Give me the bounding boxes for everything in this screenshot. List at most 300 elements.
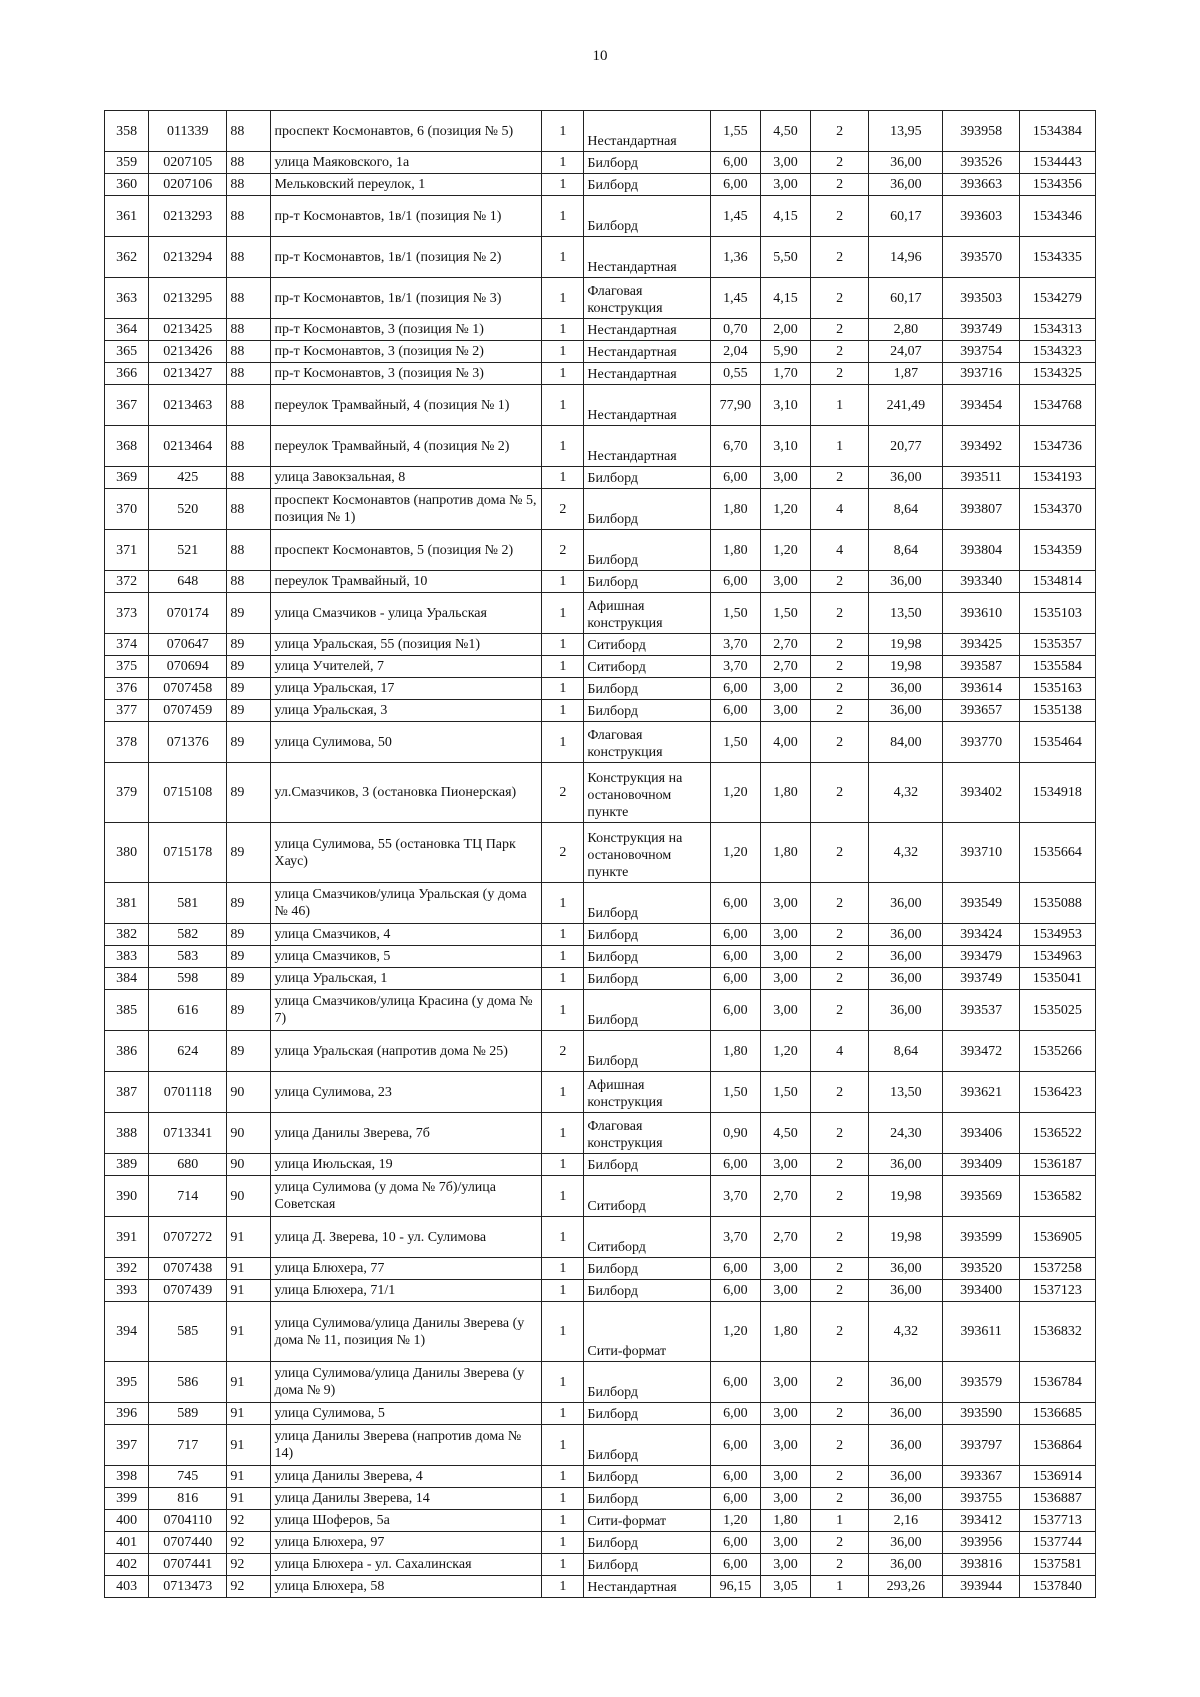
coord-y-cell: 1535266 <box>1019 1031 1095 1072</box>
coord-x-cell: 393424 <box>943 924 1019 946</box>
coord-x-cell: 393754 <box>943 341 1019 363</box>
row-number-cell: 392 <box>105 1258 149 1280</box>
zone-number-cell: 91 <box>227 1425 271 1466</box>
sides-cell: 2 <box>811 1154 869 1176</box>
row-number-cell: 401 <box>105 1532 149 1554</box>
quantity-cell: 1 <box>542 385 584 426</box>
table-row <box>105 1113 1096 1154</box>
coord-y-cell: 1536685 <box>1019 1403 1095 1425</box>
structure-code-cell: 0213294 <box>149 237 227 278</box>
area-cell: 19,98 <box>869 634 943 656</box>
height-cell: 3,00 <box>760 467 810 489</box>
table-row <box>105 1302 1096 1362</box>
coord-y-cell: 1537581 <box>1019 1554 1095 1576</box>
address-cell: улица Завокзальная, 8 <box>271 467 542 489</box>
row-number-cell: 361 <box>105 196 149 237</box>
zone-number-cell: 89 <box>227 1031 271 1072</box>
address-cell: улица Уральская, 55 (позиция №1) <box>271 634 542 656</box>
row-number-cell: 403 <box>105 1576 149 1598</box>
table-row <box>105 700 1096 722</box>
sides-cell: 2 <box>811 237 869 278</box>
table-row <box>105 1176 1096 1217</box>
coord-y-cell: 1536905 <box>1019 1217 1095 1258</box>
address-cell: пр-т Космонавтов, 1в/1 (позиция № 1) <box>271 196 542 237</box>
height-cell: 3,00 <box>760 700 810 722</box>
sides-cell: 2 <box>811 1217 869 1258</box>
area-cell: 36,00 <box>869 924 943 946</box>
height-cell: 2,70 <box>760 1176 810 1217</box>
structure-type-cell: Билборд <box>584 946 710 968</box>
width-cell: 1,20 <box>710 1510 760 1532</box>
table-row <box>105 634 1096 656</box>
quantity-cell: 1 <box>542 1403 584 1425</box>
width-cell: 1,45 <box>710 196 760 237</box>
structure-type-cell: Билборд <box>584 1554 710 1576</box>
address-cell: улица Сулимова/улица Данилы Зверева (у дома № 9) <box>271 1362 542 1403</box>
structure-code-cell: 648 <box>149 571 227 593</box>
coord-y-cell: 1534346 <box>1019 196 1095 237</box>
width-cell: 3,70 <box>710 656 760 678</box>
structure-type-cell: Билборд <box>584 924 710 946</box>
structure-code-cell: 0701118 <box>149 1072 227 1113</box>
quantity-cell: 1 <box>542 319 584 341</box>
row-number-cell: 372 <box>105 571 149 593</box>
zone-number-cell: 89 <box>227 763 271 823</box>
coord-y-cell: 1534325 <box>1019 363 1095 385</box>
area-cell: 24,30 <box>869 1113 943 1154</box>
area-cell: 36,00 <box>869 1466 943 1488</box>
quantity-cell: 1 <box>542 1488 584 1510</box>
area-cell: 36,00 <box>869 1258 943 1280</box>
zone-number-cell: 90 <box>227 1154 271 1176</box>
zone-number-cell: 91 <box>227 1403 271 1425</box>
table-row <box>105 763 1096 823</box>
height-cell: 1,80 <box>760 763 810 823</box>
quantity-cell: 1 <box>542 1113 584 1154</box>
structure-code-cell: 0213295 <box>149 278 227 319</box>
table-row <box>105 385 1096 426</box>
sides-cell: 2 <box>811 571 869 593</box>
sides-cell: 4 <box>811 489 869 530</box>
coord-y-cell: 1534313 <box>1019 319 1095 341</box>
quantity-cell: 1 <box>542 363 584 385</box>
height-cell: 3,00 <box>760 174 810 196</box>
address-cell: пр-т Космонавтов, 1в/1 (позиция № 2) <box>271 237 542 278</box>
zone-number-cell: 88 <box>227 426 271 467</box>
coord-y-cell: 1535163 <box>1019 678 1095 700</box>
row-number-cell: 395 <box>105 1362 149 1403</box>
zone-number-cell: 91 <box>227 1302 271 1362</box>
table-row <box>105 1510 1096 1532</box>
coord-y-cell: 1536864 <box>1019 1425 1095 1466</box>
coord-x-cell: 393520 <box>943 1258 1019 1280</box>
height-cell: 4,50 <box>760 111 810 152</box>
structure-type-cell: Билборд <box>584 1403 710 1425</box>
address-cell: улица Уральская, 17 <box>271 678 542 700</box>
coord-x-cell: 393400 <box>943 1280 1019 1302</box>
height-cell: 3,00 <box>760 1154 810 1176</box>
structure-type-cell: Флаговая конструкция <box>584 1113 710 1154</box>
height-cell: 1,50 <box>760 1072 810 1113</box>
area-cell: 36,00 <box>869 152 943 174</box>
coord-x-cell: 393425 <box>943 634 1019 656</box>
quantity-cell: 1 <box>542 426 584 467</box>
area-cell: 4,32 <box>869 763 943 823</box>
area-cell: 19,98 <box>869 1217 943 1258</box>
sides-cell: 2 <box>811 924 869 946</box>
structure-code-cell: 0707458 <box>149 678 227 700</box>
zone-number-cell: 91 <box>227 1362 271 1403</box>
coord-x-cell: 393611 <box>943 1302 1019 1362</box>
table-row <box>105 1576 1096 1598</box>
quantity-cell: 1 <box>542 111 584 152</box>
coord-y-cell: 1534384 <box>1019 111 1095 152</box>
row-number-cell: 367 <box>105 385 149 426</box>
row-number-cell: 366 <box>105 363 149 385</box>
coord-x-cell: 393472 <box>943 1031 1019 1072</box>
width-cell: 1,80 <box>710 489 760 530</box>
table-row <box>105 1154 1096 1176</box>
coord-y-cell: 1534443 <box>1019 152 1095 174</box>
table-row <box>105 990 1096 1031</box>
area-cell: 36,00 <box>869 1425 943 1466</box>
area-cell: 36,00 <box>869 1362 943 1403</box>
sides-cell: 1 <box>811 1510 869 1532</box>
structure-code-cell: 520 <box>149 489 227 530</box>
height-cell: 5,50 <box>760 237 810 278</box>
structure-type-cell: Афишная конструкция <box>584 1072 710 1113</box>
width-cell: 1,50 <box>710 1072 760 1113</box>
width-cell: 6,00 <box>710 571 760 593</box>
table-row <box>105 1403 1096 1425</box>
table-row <box>105 593 1096 634</box>
coord-y-cell: 1536832 <box>1019 1302 1095 1362</box>
address-cell: улица Смазчиков/улица Уральская (у дома № 46) <box>271 883 542 924</box>
coord-y-cell: 1534953 <box>1019 924 1095 946</box>
coord-x-cell: 393503 <box>943 278 1019 319</box>
width-cell: 6,00 <box>710 1258 760 1280</box>
coord-x-cell: 393804 <box>943 530 1019 571</box>
structure-type-cell: Флаговая конструкция <box>584 278 710 319</box>
area-cell: 13,50 <box>869 1072 943 1113</box>
area-cell: 36,00 <box>869 946 943 968</box>
zone-number-cell: 91 <box>227 1280 271 1302</box>
coord-y-cell: 1534323 <box>1019 341 1095 363</box>
width-cell: 6,00 <box>710 990 760 1031</box>
row-number-cell: 381 <box>105 883 149 924</box>
coord-x-cell: 393610 <box>943 593 1019 634</box>
structure-code-cell: 582 <box>149 924 227 946</box>
width-cell: 6,00 <box>710 678 760 700</box>
height-cell: 3,00 <box>760 883 810 924</box>
area-cell: 2,80 <box>869 319 943 341</box>
coord-y-cell: 1536887 <box>1019 1488 1095 1510</box>
coord-x-cell: 393402 <box>943 763 1019 823</box>
quantity-cell: 1 <box>542 883 584 924</box>
row-number-cell: 369 <box>105 467 149 489</box>
zone-number-cell: 89 <box>227 968 271 990</box>
address-cell: улица Смазчиков, 4 <box>271 924 542 946</box>
sides-cell: 2 <box>811 593 869 634</box>
structure-type-cell: Нестандартная <box>584 426 710 467</box>
zone-number-cell: 88 <box>227 467 271 489</box>
address-cell: улица Д. Зверева, 10 - ул. Сулимова <box>271 1217 542 1258</box>
area-cell: 24,07 <box>869 341 943 363</box>
row-number-cell: 379 <box>105 763 149 823</box>
zone-number-cell: 89 <box>227 700 271 722</box>
structure-code-cell: 011339 <box>149 111 227 152</box>
structure-type-cell: Нестандартная <box>584 363 710 385</box>
address-cell: проспект Космонавтов (напротив дома № 5, позиция № 1) <box>271 489 542 530</box>
structure-code-cell: 0213427 <box>149 363 227 385</box>
table-row <box>105 1258 1096 1280</box>
coord-y-cell: 1537258 <box>1019 1258 1095 1280</box>
row-number-cell: 385 <box>105 990 149 1031</box>
area-cell: 84,00 <box>869 722 943 763</box>
width-cell: 6,00 <box>710 946 760 968</box>
structure-code-cell: 0707441 <box>149 1554 227 1576</box>
quantity-cell: 1 <box>542 1425 584 1466</box>
row-number-cell: 394 <box>105 1302 149 1362</box>
area-cell: 36,00 <box>869 1554 943 1576</box>
structure-code-cell: 070647 <box>149 634 227 656</box>
area-cell: 241,49 <box>869 385 943 426</box>
address-cell: улица Блюхера, 97 <box>271 1532 542 1554</box>
quantity-cell: 1 <box>542 196 584 237</box>
structure-code-cell: 0213463 <box>149 385 227 426</box>
zone-number-cell: 88 <box>227 385 271 426</box>
row-number-cell: 386 <box>105 1031 149 1072</box>
coord-x-cell: 393569 <box>943 1176 1019 1217</box>
zone-number-cell: 89 <box>227 678 271 700</box>
quantity-cell: 1 <box>542 341 584 363</box>
width-cell: 6,00 <box>710 1154 760 1176</box>
zone-number-cell: 91 <box>227 1488 271 1510</box>
structure-type-cell: Конструкция на остановочном пункте <box>584 763 710 823</box>
address-cell: улица Маяковского, 1а <box>271 152 542 174</box>
address-cell: улица Смазчиков - улица Уральская <box>271 593 542 634</box>
area-cell: 13,50 <box>869 593 943 634</box>
height-cell: 3,00 <box>760 571 810 593</box>
row-number-cell: 402 <box>105 1554 149 1576</box>
coord-x-cell: 393797 <box>943 1425 1019 1466</box>
sides-cell: 4 <box>811 1031 869 1072</box>
zone-number-cell: 88 <box>227 363 271 385</box>
address-cell: переулок Трамвайный, 4 (позиция № 2) <box>271 426 542 467</box>
coord-x-cell: 393367 <box>943 1466 1019 1488</box>
structure-type-cell: Нестандартная <box>584 1576 710 1598</box>
coord-x-cell: 393807 <box>943 489 1019 530</box>
structure-code-cell: 585 <box>149 1302 227 1362</box>
quantity-cell: 1 <box>542 152 584 174</box>
structure-type-cell: Билборд <box>584 700 710 722</box>
sides-cell: 2 <box>811 1258 869 1280</box>
zone-number-cell: 89 <box>227 924 271 946</box>
zone-number-cell: 92 <box>227 1510 271 1532</box>
coord-x-cell: 393755 <box>943 1488 1019 1510</box>
coord-x-cell: 393944 <box>943 1576 1019 1598</box>
sides-cell: 2 <box>811 678 869 700</box>
table-row <box>105 571 1096 593</box>
structure-code-cell: 680 <box>149 1154 227 1176</box>
quantity-cell: 2 <box>542 823 584 883</box>
width-cell: 6,00 <box>710 467 760 489</box>
sides-cell: 2 <box>811 883 869 924</box>
area-cell: 36,00 <box>869 1403 943 1425</box>
zone-number-cell: 89 <box>227 722 271 763</box>
height-cell: 3,00 <box>760 946 810 968</box>
quantity-cell: 1 <box>542 656 584 678</box>
table-row <box>105 924 1096 946</box>
address-cell: проспект Космонавтов, 5 (позиция № 2) <box>271 530 542 571</box>
zone-number-cell: 88 <box>227 571 271 593</box>
zone-number-cell: 89 <box>227 883 271 924</box>
coord-y-cell: 1534356 <box>1019 174 1095 196</box>
width-cell: 3,70 <box>710 1217 760 1258</box>
coord-y-cell: 1534918 <box>1019 763 1095 823</box>
row-number-cell: 376 <box>105 678 149 700</box>
table-row <box>105 722 1096 763</box>
row-number-cell: 391 <box>105 1217 149 1258</box>
width-cell: 1,80 <box>710 1031 760 1072</box>
structure-code-cell: 0213426 <box>149 341 227 363</box>
coord-x-cell: 393412 <box>943 1510 1019 1532</box>
structure-type-cell: Нестандартная <box>584 111 710 152</box>
structure-type-cell: Ситиборд <box>584 634 710 656</box>
structure-type-cell: Билборд <box>584 883 710 924</box>
table-row <box>105 1488 1096 1510</box>
height-cell: 3,00 <box>760 1554 810 1576</box>
structure-type-cell: Билборд <box>584 530 710 571</box>
coord-x-cell: 393479 <box>943 946 1019 968</box>
row-number-cell: 397 <box>105 1425 149 1466</box>
height-cell: 3,00 <box>760 1362 810 1403</box>
table-row <box>105 1031 1096 1072</box>
address-cell: улица Сулимова, 50 <box>271 722 542 763</box>
area-cell: 36,00 <box>869 678 943 700</box>
quantity-cell: 1 <box>542 1154 584 1176</box>
coord-y-cell: 1536582 <box>1019 1176 1095 1217</box>
area-cell: 20,77 <box>869 426 943 467</box>
area-cell: 36,00 <box>869 467 943 489</box>
structure-code-cell: 070174 <box>149 593 227 634</box>
quantity-cell: 1 <box>542 1532 584 1554</box>
structure-code-cell: 071376 <box>149 722 227 763</box>
quantity-cell: 1 <box>542 1258 584 1280</box>
address-cell: улица Блюхера, 71/1 <box>271 1280 542 1302</box>
coord-y-cell: 1534193 <box>1019 467 1095 489</box>
address-cell: улица Уральская (напротив дома № 25) <box>271 1031 542 1072</box>
table-row <box>105 196 1096 237</box>
width-cell: 0,90 <box>710 1113 760 1154</box>
structure-code-cell: 0207106 <box>149 174 227 196</box>
table-row <box>105 968 1096 990</box>
width-cell: 6,00 <box>710 1466 760 1488</box>
sides-cell: 1 <box>811 426 869 467</box>
zone-number-cell: 91 <box>227 1217 271 1258</box>
address-cell: проспект Космонавтов, 6 (позиция № 5) <box>271 111 542 152</box>
row-number-cell: 384 <box>105 968 149 990</box>
zone-number-cell: 88 <box>227 196 271 237</box>
quantity-cell: 1 <box>542 1176 584 1217</box>
structure-code-cell: 0213425 <box>149 319 227 341</box>
sides-cell: 1 <box>811 385 869 426</box>
structure-code-cell: 583 <box>149 946 227 968</box>
structure-code-cell: 0707438 <box>149 1258 227 1280</box>
structure-type-cell: Ситиборд <box>584 1176 710 1217</box>
structure-code-cell: 589 <box>149 1403 227 1425</box>
address-cell: улица Блюхера - ул. Сахалинская <box>271 1554 542 1576</box>
quantity-cell: 1 <box>542 1217 584 1258</box>
structure-type-cell: Нестандартная <box>584 341 710 363</box>
table-row <box>105 489 1096 530</box>
width-cell: 1,50 <box>710 593 760 634</box>
coord-y-cell: 1534814 <box>1019 571 1095 593</box>
structure-code-cell: 616 <box>149 990 227 1031</box>
address-cell: переулок Трамвайный, 4 (позиция № 1) <box>271 385 542 426</box>
row-number-cell: 388 <box>105 1113 149 1154</box>
height-cell: 1,80 <box>760 823 810 883</box>
address-cell: улица Смазчиков/улица Красина (у дома № 7) <box>271 990 542 1031</box>
row-number-cell: 362 <box>105 237 149 278</box>
structure-code-cell: 0707440 <box>149 1532 227 1554</box>
structure-type-cell: Нестандартная <box>584 319 710 341</box>
coord-y-cell: 1537744 <box>1019 1532 1095 1554</box>
width-cell: 6,00 <box>710 883 760 924</box>
zone-number-cell: 89 <box>227 946 271 968</box>
quantity-cell: 1 <box>542 174 584 196</box>
width-cell: 0,55 <box>710 363 760 385</box>
height-cell: 1,20 <box>760 530 810 571</box>
address-cell: улица Сулимова, 23 <box>271 1072 542 1113</box>
sides-cell: 2 <box>811 196 869 237</box>
zone-number-cell: 89 <box>227 593 271 634</box>
structure-type-cell: Билборд <box>584 1280 710 1302</box>
width-cell: 1,36 <box>710 237 760 278</box>
row-number-cell: 389 <box>105 1154 149 1176</box>
area-cell: 19,98 <box>869 656 943 678</box>
coord-y-cell: 1537123 <box>1019 1280 1095 1302</box>
height-cell: 3,00 <box>760 1280 810 1302</box>
address-cell: ул.Смазчиков, 3 (остановка Пионерская) <box>271 763 542 823</box>
quantity-cell: 1 <box>542 278 584 319</box>
height-cell: 4,15 <box>760 278 810 319</box>
zone-number-cell: 88 <box>227 237 271 278</box>
zone-number-cell: 90 <box>227 1113 271 1154</box>
zone-number-cell: 88 <box>227 341 271 363</box>
sides-cell: 2 <box>811 1466 869 1488</box>
structure-type-cell: Сити-формат <box>584 1510 710 1532</box>
structure-type-cell: Ситиборд <box>584 1217 710 1258</box>
coord-x-cell: 393340 <box>943 571 1019 593</box>
area-cell: 36,00 <box>869 1532 943 1554</box>
structure-code-cell: 0213464 <box>149 426 227 467</box>
row-number-cell: 368 <box>105 426 149 467</box>
sides-cell: 2 <box>811 278 869 319</box>
zone-number-cell: 89 <box>227 823 271 883</box>
address-cell: улица Учителей, 7 <box>271 656 542 678</box>
structure-type-cell: Билборд <box>584 196 710 237</box>
coord-y-cell: 1534279 <box>1019 278 1095 319</box>
row-number-cell: 364 <box>105 319 149 341</box>
table-row <box>105 319 1096 341</box>
structure-code-cell: 586 <box>149 1362 227 1403</box>
coord-x-cell: 393587 <box>943 656 1019 678</box>
table-row <box>105 530 1096 571</box>
zone-number-cell: 88 <box>227 489 271 530</box>
coord-y-cell: 1537840 <box>1019 1576 1095 1598</box>
coord-x-cell: 393816 <box>943 1554 1019 1576</box>
